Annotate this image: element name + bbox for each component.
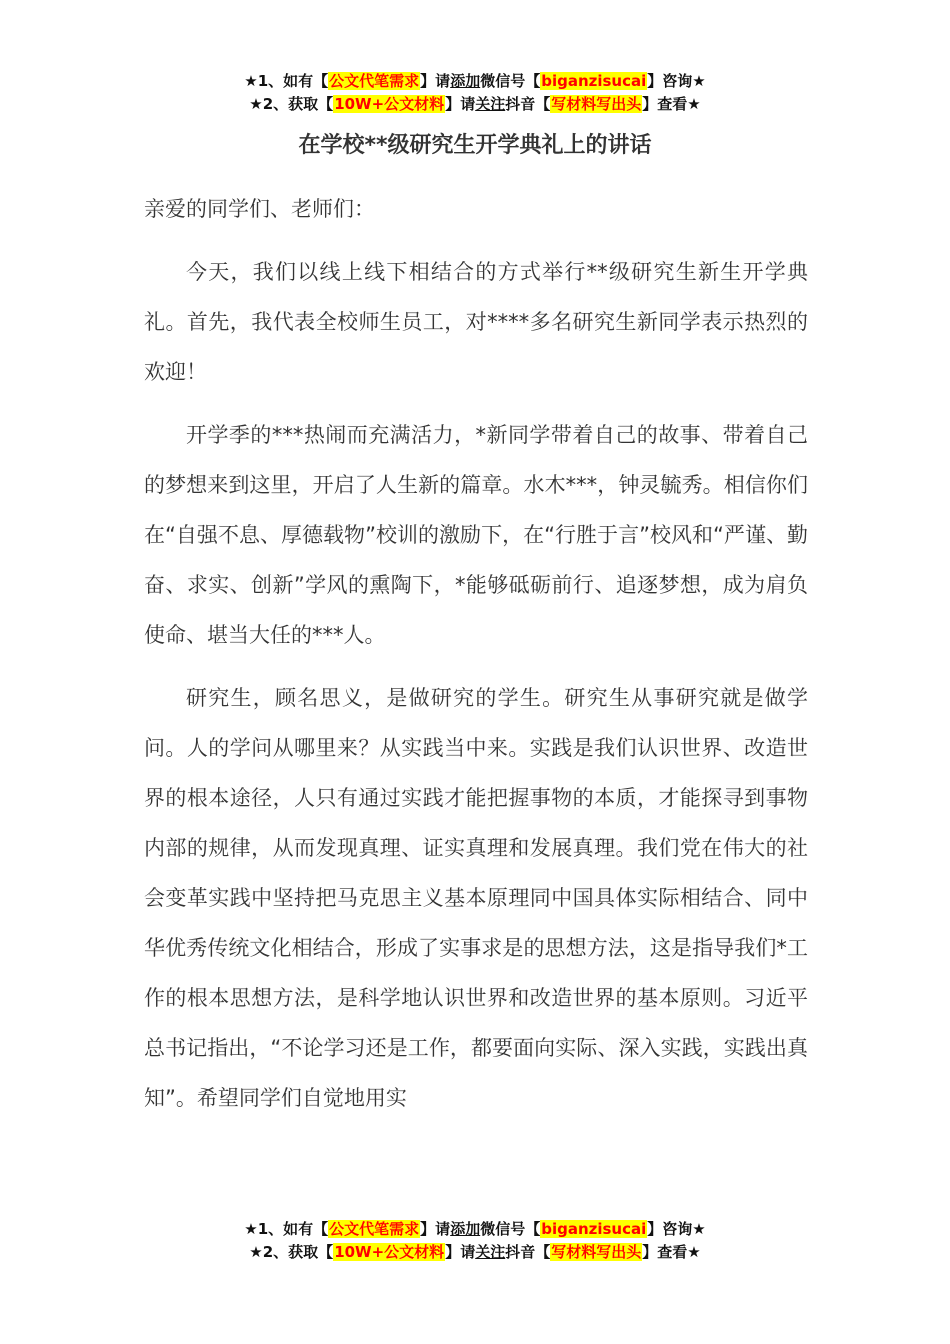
highlight-materials: 10W+公文材料 [334, 95, 445, 113]
underline-follow: 关注 [475, 95, 506, 113]
promo-text: 】请 [445, 1243, 476, 1261]
highlight-wechat-id: biganzisucai [541, 72, 647, 90]
promo-line-2 [0, 93, 950, 116]
promo-line-1 [0, 70, 950, 93]
highlight-douyin-account: 写材料写出头 [551, 1243, 642, 1261]
document-body [144, 184, 808, 1136]
underline-add: 添加 [450, 1220, 481, 1238]
promo-text: ★1、如有【 [244, 1220, 329, 1238]
promo-text: 】咨询★ [647, 1220, 706, 1238]
promo-header [0, 70, 950, 116]
promo-text: ★2、获取【 [249, 95, 334, 113]
highlight-service: 公文代笔需求 [329, 72, 420, 90]
highlight-wechat-id: biganzisucai [541, 1220, 647, 1238]
promo-text: ★2、获取【 [249, 1243, 334, 1261]
highlight-douyin-account: 写材料写出头 [551, 95, 642, 113]
promo-text: 】查看★ [642, 1243, 701, 1261]
promo-text: 】请 [445, 95, 476, 113]
underline-follow: 关注 [475, 1243, 506, 1261]
highlight-service: 公文代笔需求 [329, 1220, 420, 1238]
paragraph: 研究生，顾名思义，是做研究的学生。研究生从事研究就是做学问。人的学问从哪里来？从实践当中来。实践是我们认识世界、改造世界的根本途径，人只有通过实践才能把握事物的本质，才能探寻到事物内部的规律，从而发现真理、证实真理和发展真理。我们党在伟大的社会变革实践中坚持把马克思主义基本原理同中国具体实际相结合、同中华优秀传统文化相结合，形成了实事求是的思想方法，这是指导我们*工作的根本思想方法，是科学地认识世界和改造世界的基本原则。习近平总书记指出，“不论学习还是工作，都要面向实际、深入实践，实践出真知”。希望同学们自觉地用实 [144, 686, 808, 1110]
document-title: 在学校**级研究生开学典礼上的讲话 [298, 133, 652, 158]
promo-text: 】请 [420, 1220, 451, 1238]
paragraph: 今天，我们以线上线下相结合的方式举行**级研究生新生开学典礼。首先，我代表全校师生员工，对****多名研究生新同学表示热烈的欢迎！ [144, 260, 808, 384]
underline-add: 添加 [450, 72, 481, 90]
promo-text: 微信号【 [480, 1220, 541, 1238]
promo-line-2 [0, 1241, 950, 1264]
promo-text: 抖音【 [505, 1243, 551, 1261]
promo-text: ★1、如有【 [244, 72, 329, 90]
promo-line-1 [0, 1218, 950, 1241]
promo-text: 】查看★ [642, 95, 701, 113]
promo-footer [0, 1218, 950, 1264]
salutation: 亲爱的同学们、老师们： [144, 197, 375, 221]
promo-text: 】咨询★ [647, 72, 706, 90]
paragraph: 开学季的***热闹而充满活力，*新同学带着自己的故事、带着自己的梦想来到这里，开启了人生新的篇章。水木***，钟灵毓秀。相信你们在“自强不息、厚德载物”校训的激励下，在“行胜于言”校风和“严谨、勤奋、求实、创新”学风的熏陶下，*能够砥砺前行、追逐梦想，成为肩负使命、堪当大任的***人。 [144, 423, 808, 647]
promo-text: 微信号【 [480, 72, 541, 90]
promo-text: 】请 [420, 72, 451, 90]
highlight-materials: 10W+公文材料 [334, 1243, 445, 1261]
promo-text: 抖音【 [505, 95, 551, 113]
